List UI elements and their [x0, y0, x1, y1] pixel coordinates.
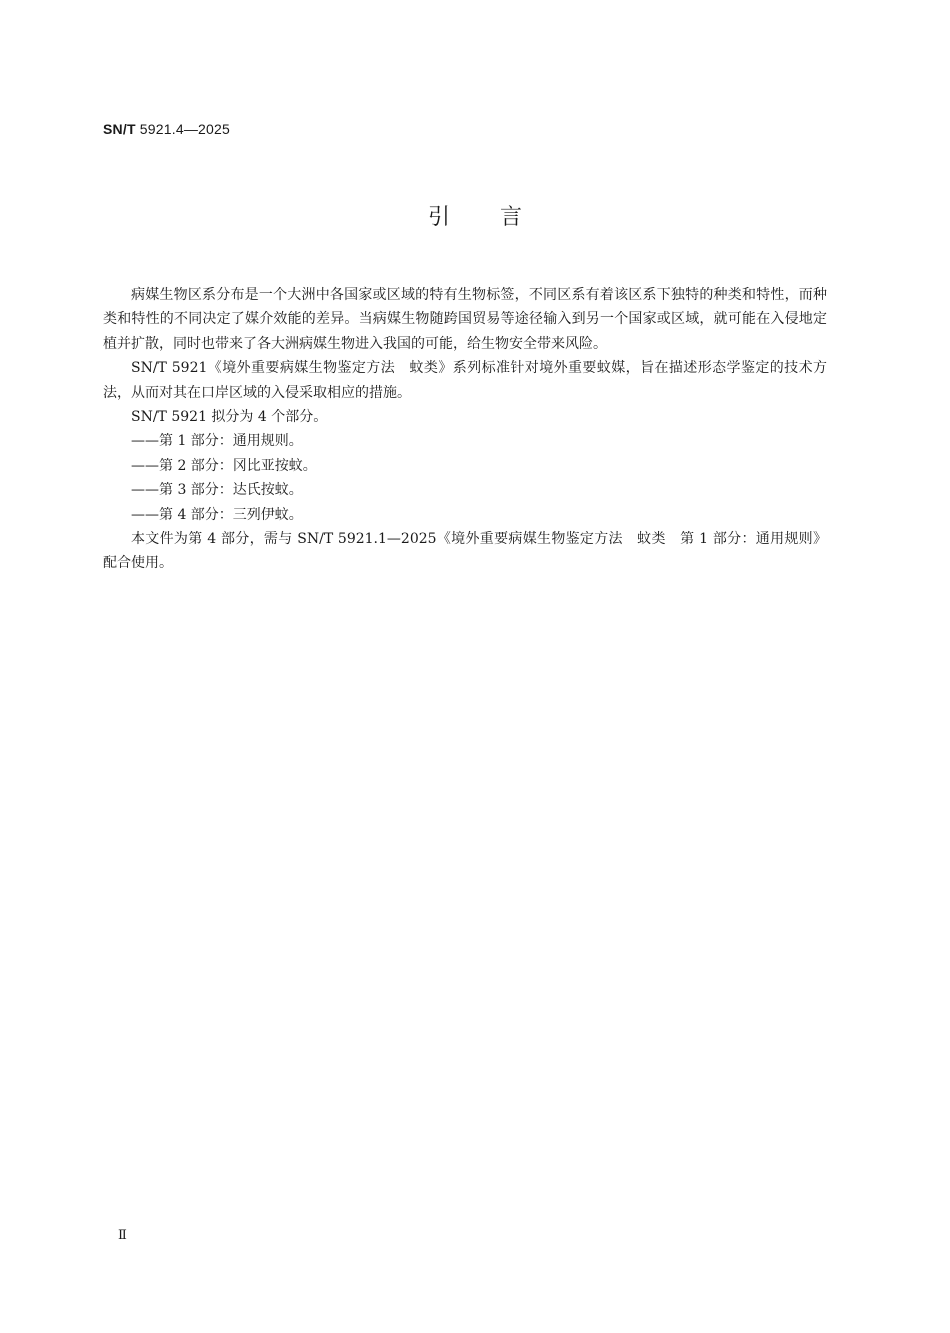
section-title: 引言 — [427, 205, 572, 230]
section-body — [103, 283, 827, 576]
paragraph-closing: 本文件为第 4 部分，需与 SN/T 5921.1—2025《境外重要病媒生物鉴定方法 蚊类 第 1 部分：通用规则》配合使用。 — [103, 531, 827, 572]
standard-prefix: SN/T — [103, 121, 136, 137]
paragraph-series: SN/T 5921《境外重要病媒生物鉴定方法 蚊类》系列标准针对境外重要蚊媒，旨在描述形态学鉴定的技术方法，从而对其在口岸区域的入侵采取相应的措施。 — [103, 360, 827, 401]
list-item-part-1: ——第 1 部分：通用规则。 — [131, 433, 303, 450]
document-header — [103, 121, 230, 137]
paragraph-parts: SN/T 5921 拟分为 4 个部分。 — [131, 409, 328, 426]
page-number: Ⅱ — [118, 1228, 127, 1243]
list-item-part-3: ——第 3 部分：达氏按蚊。 — [131, 482, 303, 499]
standard-number: 5921.4—2025 — [135, 121, 230, 137]
paragraph-intro: 病媒生物区系分布是一个大洲中各国家或区域的特有生物标签，不同区系有着该区系下独特的种类和特性，而种类和特性的不同决定了媒介效能的差异。当病媒生物随跨国贸易等途径输入到另一个国家或区域，就可能在入侵地定植并扩散，同时也带来了各大洲病媒生物进入我国的可能，给生物安全带来风险。 — [103, 287, 827, 352]
list-item-part-2: ——第 2 部分：冈比亚按蚊。 — [131, 457, 317, 474]
list-item-part-4: ——第 4 部分：三列伊蚊。 — [131, 506, 303, 523]
